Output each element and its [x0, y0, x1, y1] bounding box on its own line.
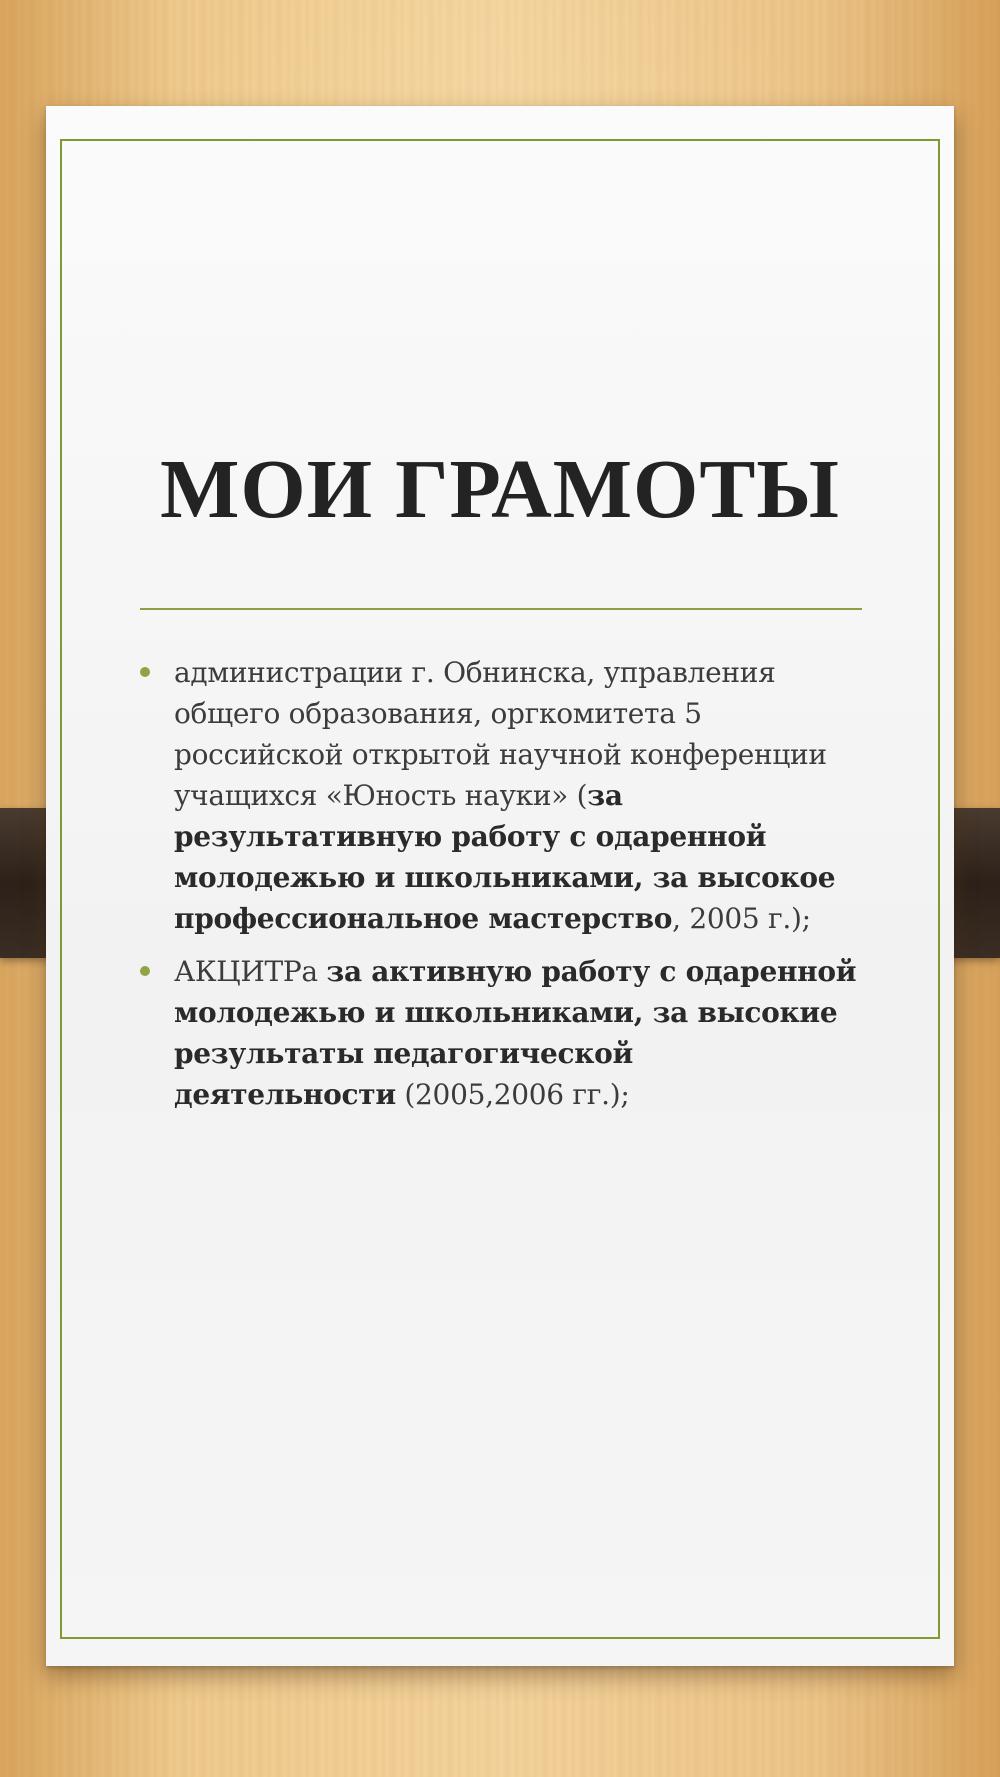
- slide-title: МОИ ГРАМОТЫ: [160, 443, 840, 536]
- awards-list: [174, 652, 864, 1127]
- slide-card: [46, 106, 954, 1666]
- bullet-marker: [140, 966, 150, 976]
- award-item-1-reason: за результативную работу с одаренной молодежью и школьниками, за высокое профессиональное мастерство: [174, 779, 836, 935]
- award-item-1-text: администрации г. Обнинска, управления общего образования, оргкомитета 5 российской открытой научной конференции учащихся «Юность науки» (: [174, 656, 827, 812]
- award-item-1-year: , 2005 г.);: [672, 902, 811, 935]
- award-item-2-text: АКЦИТРа: [174, 955, 327, 988]
- award-item-2-year: (2005,2006 гг.);: [395, 1078, 630, 1111]
- award-item-2-reason: за активную работу с одаренной молодежью и школьниками, за высокие результаты педагогической деятельности: [174, 955, 857, 1111]
- title-divider: [140, 608, 862, 610]
- award-item-2: [174, 951, 864, 1115]
- award-item-1: [174, 652, 864, 939]
- bullet-marker: [140, 667, 150, 677]
